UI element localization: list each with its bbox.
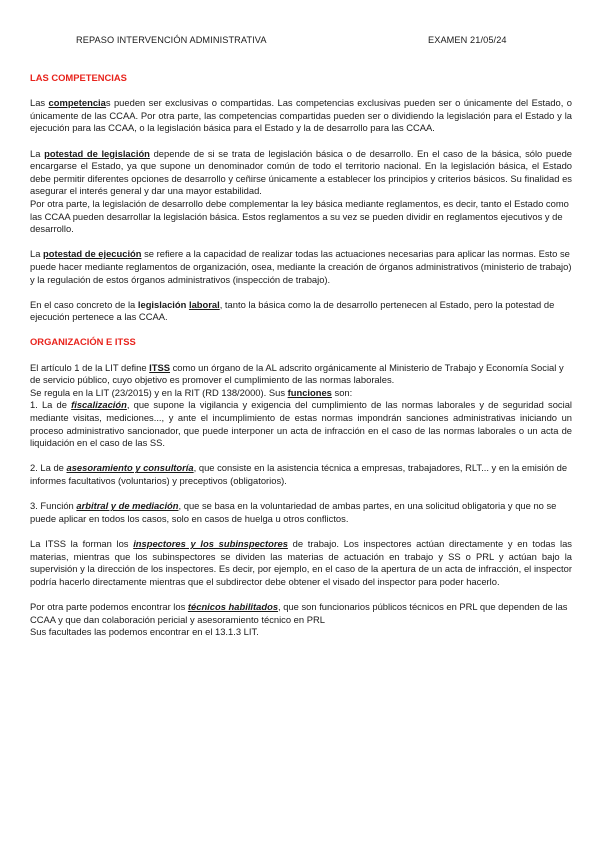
text: La ITSS la forman los	[30, 537, 134, 549]
text: se refiere a la capacidad de realizar todas las actuaciones necesarias para aplicar las normas. Esto se puede hacer mediante reglamentos de organización, osea, mediante la creación de órganos administrativos (ministerio de trabajo) y la regulación de estos órganos administrativos (inspección de trabajo).	[30, 248, 572, 285]
section-title-itss: ORGANIZACIÓN E ITSS	[30, 336, 136, 348]
keyword-legislacion: legislación	[137, 298, 187, 310]
keyword-potestad-legislacion: potestad de legislación	[44, 147, 150, 159]
text: son:	[331, 386, 353, 398]
section-title-competencias: LAS COMPETENCIAS	[30, 72, 127, 83]
keyword-itss: ITSS	[149, 361, 171, 373]
keyword-competencia: competencia	[48, 97, 106, 109]
text: , que consiste en la asistencia técnica a empresas, trabajadores, RLT... y en la emisión de informes facultativos (voluntarios) y preceptivos (obligatorios).	[30, 462, 568, 486]
text: 1. La de	[30, 399, 72, 411]
keyword-arbitral: arbitral y de mediación	[76, 500, 179, 512]
text: , que supone la vigilancia y exigencia del cumplimiento de las normas laborales y de seguridad social mediante visitas, mediciones..., y ante el incumplimiento de estas normas impondrán sanciones administrativas iniciando un proceso administrativo sancionador, que puede interponer un acta de infracción en el caso de las normas laborales o un acta de liquidación en el caso de las SS.	[30, 399, 572, 449]
paragraph-itss-definition	[30, 362, 572, 387]
keyword-fiscalizacion: fiscalización	[71, 399, 127, 411]
text: La	[30, 248, 44, 260]
text: La	[30, 147, 45, 159]
text: En el caso concreto de la	[30, 298, 138, 310]
paragraph-arbitral	[30, 500, 572, 525]
keyword-asesoramiento: asesoramiento y consultoría	[66, 462, 194, 474]
text: s pueden ser exclusivas o compartidas. Las competencias exclusivas pueden ser o únicamente del Estado, o únicamente de las CCAA. Por otra parte, las competencias compartidas pueden ser o dividiendo la legislación para el Estado y la ejecución para las CCAA, o la legislación básica para el Estado y la de desarrollo para las CCAA.	[30, 97, 572, 134]
keyword-inspectores: inspectores y los subinspectores	[133, 537, 288, 549]
header-exam-date: EXAMEN 21/05/24	[428, 35, 507, 45]
text: como un órgano de la AL adscrito orgánicamente al Ministerio de Trabajo y Economía Social y de servicio público, cuyo objetivo es promover el cumplimiento de las normas laborales.	[30, 361, 564, 386]
paragraph-inspectores	[30, 538, 572, 588]
text: , que son funcionarios públicos técnicos en PRL que dependen de las CCAA y que dan colaboración pericial y asesoramiento técnico en PRL	[30, 600, 568, 625]
text: El artículo 1 de la LIT define	[30, 361, 150, 373]
paragraph-facultades: Sus facultades las podemos encontrar en el 13.1.3 LIT.	[30, 626, 259, 638]
text: 3. Función	[30, 500, 77, 512]
text: Por otra parte podemos encontrar los	[30, 600, 188, 612]
paragraph-tecnicos	[30, 601, 572, 626]
document-body	[30, 72, 572, 639]
text: Se regula en la LIT (23/2015) y en la RIT (RD 138/2000). Sus	[30, 386, 288, 398]
text: de trabajo. Los inspectores actúan directamente y en todas las materias, mientras que los subinspectores se dividen las materias de actuación en trabajo y SS o PRL y actúan bajo la supervisión y la dirección de los inspectores. Es decir, por ejemplo, en el caso de la apertura de un acta de infracción, el inspector podría hacerlo directamente mientras que el subdirector debe obtener el visado del inspector para poder hacerlo.	[30, 537, 572, 587]
text: Las	[30, 97, 49, 109]
keyword-funciones: funciones	[287, 386, 332, 398]
paragraph-fiscalizacion	[30, 399, 572, 449]
paragraph-legislacion-desarrollo: Por otra parte, la legislación de desarrollo debe complementar la ley básica mediante reglamentos, es decir, tanto el Estado como las CCAA pueden desarrollar la legislación básica. Estos reglamentos a su vez se pueden dividir en reglamentos ejecutivos y de desarrollo.	[30, 197, 569, 235]
paragraph-potestad-ejecucion	[30, 248, 572, 286]
keyword-laboral: laboral	[188, 298, 220, 310]
paragraph-asesoramiento	[30, 462, 572, 487]
text: 2. La de	[30, 462, 67, 474]
paragraph-competencias	[30, 97, 572, 135]
keyword-potestad-ejecucion: potestad de ejecución	[43, 248, 142, 260]
text: depende de si se trata de legislación básica o de desarrollo. En el caso de la básica, sólo puede encargarse el Estado, ya que supone un denominador común de todo el territorio nacional. En la legislación básica, el Estado debe permitir diferentes opciones de desarrollo y ceñirse únicamente a establecer los principios y criterios básicos. Su finalidad es asegurar el interés general y dar una mayor estabilidad.	[30, 147, 573, 197]
header-title: REPASO INTERVENCIÓN ADMINISTRATIVA	[76, 35, 267, 45]
paragraph-potestad-legislacion	[30, 148, 572, 198]
text: , tanto la básica como la de desarrollo pertenecen al Estado, pero la potestad de ejecución pertenece a las CCAA.	[30, 298, 555, 323]
paragraph-legislacion-laboral	[30, 299, 572, 324]
paragraph-itss-regulation	[30, 387, 572, 400]
keyword-tecnicos: técnicos habilitados	[187, 600, 279, 612]
text: , que se basa en la voluntariedad de ambas partes, en una solicitud obligatoria y que no se puede aplicar en todos los casos, solo en casos de huelga u otros conflictos.	[30, 500, 557, 524]
